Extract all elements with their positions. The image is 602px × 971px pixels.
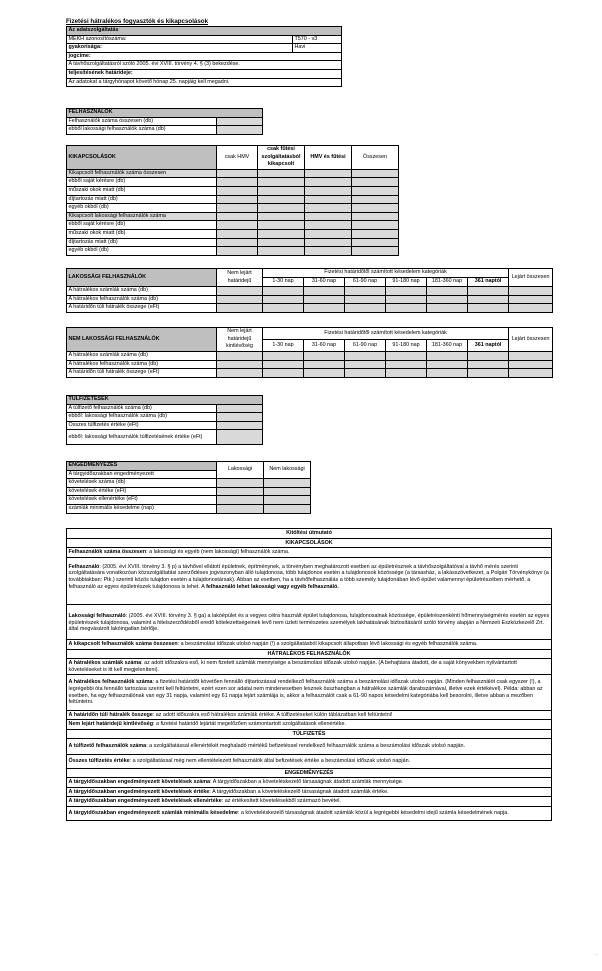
input-cell[interactable] <box>305 247 352 256</box>
tulfizetes-row: A túlfizető felhasználók száma (db) <box>67 404 217 413</box>
input-cell[interactable] <box>468 295 509 304</box>
hatralek-row <box>67 304 553 313</box>
kikapcsolas-row <box>67 238 399 247</box>
input-cell[interactable] <box>386 369 427 378</box>
tulfizetes-row: ebből: lakossági felhasználók száma (db) <box>67 413 217 422</box>
col-osszesen: Összesen <box>352 146 399 170</box>
row-label: díjtartozás miatt (db) <box>67 195 217 204</box>
input-cell[interactable] <box>345 360 386 369</box>
input-cell[interactable] <box>509 295 553 304</box>
input-cell[interactable] <box>264 504 311 513</box>
input-cell[interactable] <box>305 221 352 230</box>
tulfizetesek-header: TÚLFIZETÉSEK <box>67 396 263 405</box>
input-cell[interactable] <box>509 369 553 378</box>
kesedelem-cat-1: 31-60 nap <box>304 278 345 287</box>
input-cell[interactable] <box>304 295 345 304</box>
lejart-osszesen-header: Lejárt összesen <box>509 269 553 287</box>
input-cell[interactable] <box>345 369 386 378</box>
row-label: egyéb okból (db) <box>67 204 217 213</box>
input-cell[interactable] <box>263 360 304 369</box>
guide-nem-lejart: Nem lejárt határidejű kintlévőség: a fizetési határidő lejártát megelőzően számontartott szolgáltatások ellenértéke. <box>67 720 552 730</box>
lejart-osszesen-header: Lejárt összesen <box>509 328 553 352</box>
input-cell[interactable] <box>352 169 399 178</box>
col-csak-futes: csak fűtési szolgáltatásból kikapcsolt <box>258 146 305 170</box>
guide-section-tulfizetes: TÚLFIZETÉS <box>67 729 552 739</box>
input-cell[interactable] <box>217 504 264 513</box>
row-label: követelések száma (db) <box>67 479 217 488</box>
input-cell[interactable] <box>305 212 352 221</box>
input-cell[interactable] <box>217 169 258 178</box>
input-cell[interactable] <box>258 169 305 178</box>
jogcime-value: A távhőszolgáltatásról szóló 2005. évi XVIII. törvény 4. § (3) bekezdése. <box>67 61 342 70</box>
jogcime-label: jogcíme: <box>67 52 342 61</box>
row-label: követelések értéke (eFt) <box>67 487 217 496</box>
input-cell[interactable] <box>304 360 345 369</box>
input-cell[interactable] <box>304 304 345 313</box>
input-cell[interactable] <box>263 352 304 361</box>
input-cell[interactable] <box>386 287 427 296</box>
row-label: A hátralékos felhasználók száma (db) <box>67 295 217 304</box>
guide-e4: A tárgyidőszakban engedményezett számlák minimális késedelme: a követeléskezelő társaságnak átadott számlák közül a legrégebbi késedelmi idejű számla késedelmének napja. <box>67 807 552 821</box>
input-cell[interactable] <box>386 304 427 313</box>
input-cell[interactable] <box>305 186 352 195</box>
input-cell[interactable] <box>263 295 304 304</box>
input-cell[interactable] <box>217 126 263 135</box>
kitoltesi-utmutato <box>66 528 552 821</box>
kikapcsolas-row <box>67 212 399 221</box>
row-label: A hátralékos számlák száma (db) <box>67 352 217 361</box>
kesedelem-group: Fizetési határidőtől számított késedelem kategóriák <box>263 269 509 278</box>
input-cell[interactable] <box>509 352 553 361</box>
guide-title: Kitöltési útmutató <box>67 529 552 539</box>
nem-lakossagi-table <box>66 327 553 378</box>
input-cell[interactable] <box>258 212 305 221</box>
input-cell[interactable] <box>427 304 468 313</box>
nem-lejart-header: Nem lejárt határidejű kintlévőség <box>217 328 263 352</box>
kesedelem-cat-1: 31-60 nap <box>304 340 345 352</box>
guide-lakossagi: Lakossági felhasználó: (2005. évi XVIII. törvény 3. § ga) a lakóépület és a vegyes célra használt épület tulajdonosa, tulajdonosainak közössége, épületrészenkénti hőmennyiségmérés esetén az egyes épületrészek tulajdonosa, valamint a hitelszerződésből eredő kötelezettségeinek levő nem üzleti természetes személyek lakhatásának biztosításáról szóló törvény alapján a Nemzeti Eszközkezelő Zrt. által megvásárolt lakóingatlan bérlője. <box>67 605 552 640</box>
input-cell[interactable] <box>509 304 553 313</box>
kesedelem-cat-3: 91-180 nap <box>386 340 427 352</box>
felhasznalok-row: Felhasználók száma összesen (db) <box>67 117 217 126</box>
input-cell[interactable] <box>217 204 258 213</box>
input-cell[interactable] <box>217 487 264 496</box>
input-cell[interactable] <box>217 178 258 187</box>
kesedelem-cat-3: 91-180 nap <box>386 278 427 287</box>
input-cell[interactable] <box>217 295 263 304</box>
input-cell[interactable] <box>305 229 352 238</box>
input-cell[interactable] <box>217 304 263 313</box>
guide-section-kikapcs: KIKAPCSOLÁSOK <box>67 538 552 548</box>
hatralek-row <box>67 295 553 304</box>
input-cell[interactable] <box>427 295 468 304</box>
engedmenyezes-row <box>67 496 311 505</box>
tulfizetesek-table <box>66 395 263 445</box>
input-cell[interactable] <box>468 304 509 313</box>
nem-lejart-header: Nem lejárt határidejű <box>217 269 263 287</box>
input-cell[interactable] <box>305 195 352 204</box>
mekh-label: MEKH azonosítószáma: <box>67 35 293 44</box>
input-cell[interactable] <box>352 221 399 230</box>
kesedelem-cat-2: 61-90 nap <box>345 278 386 287</box>
kikapcsolas-row <box>67 195 399 204</box>
col-nem-lakossagi: Nem lakossági <box>264 462 311 479</box>
corner-mark: ... <box>595 952 598 956</box>
engedmenyezes-row <box>67 487 311 496</box>
kikapcsolas-row <box>67 169 399 178</box>
tulfizetes-row: Összes túlfizetés értéke (eFt) <box>67 421 217 430</box>
input-cell[interactable] <box>427 369 468 378</box>
kikapcsolas-row <box>67 204 399 213</box>
input-cell[interactable] <box>217 413 263 422</box>
input-cell[interactable] <box>217 369 263 378</box>
row-label: számlák minimális késedelme (nap) <box>67 504 217 513</box>
engedmenyezes-table <box>66 461 311 514</box>
kesedelem-cat-4: 181-360 nap <box>427 278 468 287</box>
input-cell[interactable] <box>258 221 305 230</box>
kesedelem-cat-5: 361 naptól <box>468 340 509 352</box>
input-cell[interactable] <box>305 169 352 178</box>
input-cell[interactable] <box>217 238 258 247</box>
input-cell[interactable] <box>352 238 399 247</box>
input-cell[interactable] <box>352 247 399 256</box>
kesedelem-cat-2: 61-90 nap <box>345 340 386 352</box>
row-label: egyéb okból (db) <box>67 247 217 256</box>
row-label: A hátralékos felhasználók száma (db) <box>67 360 217 369</box>
hatarido-label: teljesítésének határideje: <box>67 69 342 78</box>
input-cell[interactable] <box>386 295 427 304</box>
kikapcsolasok-table <box>66 145 399 256</box>
col-lakossagi: Lakossági <box>217 462 264 479</box>
kikapcsolasok-header: KIKAPCSOLÁSOK <box>67 146 217 170</box>
guide-hfsz: A hátralékos felhasználók száma: a fizetési határidőt követően fennálló díjtartozással rendelkező felhasználók száma a beszámolási időszak utolsó napján. (Minden felhasználót csak egyszer (!), a legrégebbi óta fennálló tartozása szerint kell feltüntetni, ezért ezen sor adatai nem mindenesetben lesznek összhangban a hátralékos számlák darabszámával, illetve ezek értékével). Példa: abban az esetben, ha egy felhasználónak van egy 31 napja, valamint egy 61 napja lejárt számlája is, akkor a felhasználót csak a 61-90 napos késedelmi kategóriába kell besorolni, illetve abban a mezőben feltüntetni. <box>67 675 552 710</box>
felhasznalok-header: FELHASZNÁLÓK <box>67 109 263 118</box>
guide-e1: A tárgyidőszakban engedményezett követelések száma: A tárgyidőszakban a követeléskezelő társaságnak átadott számlák mennyisége. <box>67 778 552 788</box>
hatarido-value: Az adatokat a tárgyhónapot követő hónap 25. napjáig kell megadni. <box>67 78 342 87</box>
input-cell[interactable] <box>509 360 553 369</box>
input-cell[interactable] <box>305 204 352 213</box>
felhasznalok-row: ebből lakossági felhasználók száma (db) <box>67 126 217 135</box>
tulfizetes-row: ebből: lakossági felhasználók túlfizetésének értéke (eFt) <box>67 430 217 445</box>
input-cell[interactable] <box>217 287 263 296</box>
col-csak-hmv: csak HMV <box>217 146 258 170</box>
kikapcsolas-row <box>67 247 399 256</box>
input-cell[interactable] <box>263 304 304 313</box>
input-cell[interactable] <box>305 178 352 187</box>
input-cell[interactable] <box>217 352 263 361</box>
guide-e2: A tárgyidőszakban engedményezett követelések értéke: A tárgyidőszakban a követeléskezelő társaságnak átadott számlák értéke. <box>67 787 552 797</box>
col-hmv-futes: HMV és fűtési <box>305 146 352 170</box>
mekh-value: T570 - v3 <box>293 35 342 44</box>
guide-felhasznalo: Felhasználó: (2005. évi XVIII. törvény 3. § p) a távhővel ellátott épületnek, építménynek, a törvényben meghatározott esetben az épületrésznek a távhőszolgáltatóval a távhő mérés szerinti szolgáltatására vonatkozóan közszolgáltatási szerződéses jogviszonyban álló tulajdonosa, több tulajdonos esetén a tulajdonosok közössége (a társasház, a lakásszövetkezet, a Polgári Törvénykönyv (a továbbiakban: Ptk.) szerinti közös tulajdon esetén a tulajdonostársak). Abban az esetben, ha a távhőfelhasználás a több személy tulajdonában lévő épület valamennyi épületrészében mérhető, a felhasználó az egyes épületrészek tulajdonosa is lehet. A felhasználó lehet lakossági vagy egyéb felhasználó. <box>67 557 552 604</box>
input-cell[interactable] <box>258 247 305 256</box>
row-label: műszaki okok miatt (db) <box>67 186 217 195</box>
kikapcsolas-row <box>67 186 399 195</box>
row-label: A határidőn túli hátralék összege (eFt) <box>67 369 217 378</box>
hatralek-row <box>67 287 553 296</box>
kikapcsolas-row <box>67 178 399 187</box>
input-cell[interactable] <box>345 295 386 304</box>
row-label: ebből saját kérésre (db) <box>67 178 217 187</box>
document-title: Fizetési hátralékos fogyasztók és kikapcsolások <box>66 18 209 25</box>
gyakorisag-label: gyakorisága: <box>67 44 293 53</box>
input-cell[interactable] <box>352 186 399 195</box>
row-label: A hátralékos számlák száma (db) <box>67 287 217 296</box>
kesedelem-cat-0: 1-30 nap <box>263 278 304 287</box>
input-cell[interactable] <box>304 287 345 296</box>
input-cell[interactable] <box>258 178 305 187</box>
input-cell[interactable] <box>217 212 258 221</box>
input-cell[interactable] <box>217 479 264 488</box>
engedmenyezes-header: ENGEDMÉNYEZÉS <box>67 462 217 471</box>
kesedelem-cat-0: 1-30 nap <box>263 340 304 352</box>
input-cell[interactable] <box>468 352 509 361</box>
input-cell[interactable] <box>258 195 305 204</box>
input-cell[interactable] <box>263 369 304 378</box>
guide-oto: Összes túlfizetés értéke: a szolgáltatással még nem ellentételezett felhasználók által befizetések értéke a beszámolási időszak utolsó napján. <box>67 755 552 769</box>
input-cell[interactable] <box>352 178 399 187</box>
input-cell[interactable] <box>258 238 305 247</box>
engedmenyezes-row <box>67 504 311 513</box>
input-cell[interactable] <box>509 287 553 296</box>
input-cell[interactable] <box>258 229 305 238</box>
engedmenyezes-sub: A tárgyidőszakban engedményezett <box>67 470 217 479</box>
row-label: Kikapcsolt felhasználók száma összesen <box>67 169 217 178</box>
input-cell[interactable] <box>263 287 304 296</box>
guide-tsz: A túlfizető felhasználók száma: a szolgáltatással ellenértékét meghaladó mértékű befizetéssel rendelkező felhasználók száma a beszámolási időszak utolsó napján. <box>67 739 552 755</box>
input-cell[interactable] <box>217 430 263 445</box>
kikapcsolas-row <box>67 221 399 230</box>
row-label: műszaki okok miatt (db) <box>67 229 217 238</box>
hatralek-row <box>67 360 553 369</box>
input-cell[interactable] <box>217 404 263 413</box>
input-cell[interactable] <box>345 287 386 296</box>
input-cell[interactable] <box>352 195 399 204</box>
guide-section-hatralekos: HÁTRALÉKOS FELHASZNÁLÓK <box>67 649 552 659</box>
input-cell[interactable] <box>468 369 509 378</box>
input-cell[interactable] <box>386 352 427 361</box>
input-cell[interactable] <box>345 352 386 361</box>
input-cell[interactable] <box>217 195 258 204</box>
input-cell[interactable] <box>217 186 258 195</box>
input-cell[interactable] <box>217 117 263 126</box>
input-cell[interactable] <box>217 221 258 230</box>
input-cell[interactable] <box>427 352 468 361</box>
input-cell[interactable] <box>217 360 263 369</box>
adatszolgaltatas-header: Az adatszolgáltatás <box>67 27 342 36</box>
input-cell[interactable] <box>217 229 258 238</box>
input-cell[interactable] <box>258 204 305 213</box>
input-cell[interactable] <box>352 212 399 221</box>
engedmenyezes-row <box>67 479 311 488</box>
hatralek-row <box>67 369 553 378</box>
input-cell[interactable] <box>264 496 311 505</box>
input-cell[interactable] <box>352 229 399 238</box>
row-label: ebből saját kérésre (db) <box>67 221 217 230</box>
hatralek-row <box>67 352 553 361</box>
input-cell[interactable] <box>217 247 258 256</box>
kesedelem-cat-4: 181-360 nap <box>427 340 468 352</box>
input-cell[interactable] <box>217 496 264 505</box>
gyakorisag-value: Havi <box>293 44 342 53</box>
guide-fsz: Felhasználók száma összesen: a lakossági és egyéb (nem lakossági) felhasználók száma. <box>67 548 552 558</box>
input-cell[interactable] <box>386 360 427 369</box>
input-cell[interactable] <box>427 360 468 369</box>
input-cell[interactable] <box>468 287 509 296</box>
input-cell[interactable] <box>217 421 263 430</box>
input-cell[interactable] <box>305 238 352 247</box>
input-cell[interactable] <box>352 204 399 213</box>
input-cell[interactable] <box>264 479 311 488</box>
kesedelem-cat-5: 361 naptól <box>468 278 509 287</box>
felhasznalok-table <box>66 108 263 135</box>
input-cell[interactable] <box>304 352 345 361</box>
guide-section-engedmenyezes: ENGEDMÉNYEZÉS <box>67 768 552 778</box>
guide-kikapcsolt: A kikapcsolt felhasználók száma összesen: a beszámolási időszak utolsó napján (!) a szolgáltatásból kikapcsolt állapotban lévő lakossági és egyéb felhasználók száma. <box>67 639 552 649</box>
input-cell[interactable] <box>258 186 305 195</box>
lakossagi-header: LAKOSSÁGI FELHASZNÁLÓK <box>67 269 217 287</box>
kesedelem-group: Fizetési határidőtől számított késedelem kategóriák <box>263 328 509 340</box>
adatszolgaltatas-table <box>66 26 342 87</box>
row-label: követelések ellenértéke (eFt) <box>67 496 217 505</box>
lakossagi-table <box>66 268 553 313</box>
nem-lakossagi-header: NEM LAKOSSÁGI FELHASZNÁLÓK <box>67 328 217 352</box>
row-label: Kikapcsolt lakossági felhasználók száma <box>67 212 217 221</box>
guide-e3: A tárgyidőszakban engedményezett követelések ellenértéke: az értékesített követelésekből származó bevétel. <box>67 797 552 807</box>
guide-hsz: A hátralékos számlák száma: az adott időszakra eső, ki nem fizetett számlák mennyisége a beszámolási időszak utolsó napján. (A behajtásra átadott, de a saját könyvekben nyilvántartott követeléseket is itt kell megjeleníteni). <box>67 659 552 675</box>
input-cell[interactable] <box>468 360 509 369</box>
row-label: A határidőn túli hátralék összege (eFt) <box>67 304 217 313</box>
input-cell[interactable] <box>427 287 468 296</box>
input-cell[interactable] <box>264 487 311 496</box>
guide-hto: A határidőn túli hátralék összege: az adott időszakra eső hátralékos számlák értéke. A túlfizetéseket külön táblázatban kell feltüntetni! <box>67 710 552 720</box>
input-cell[interactable] <box>345 304 386 313</box>
kikapcsolas-row <box>67 229 399 238</box>
input-cell[interactable] <box>304 369 345 378</box>
row-label: díjtartozás miatt (db) <box>67 238 217 247</box>
